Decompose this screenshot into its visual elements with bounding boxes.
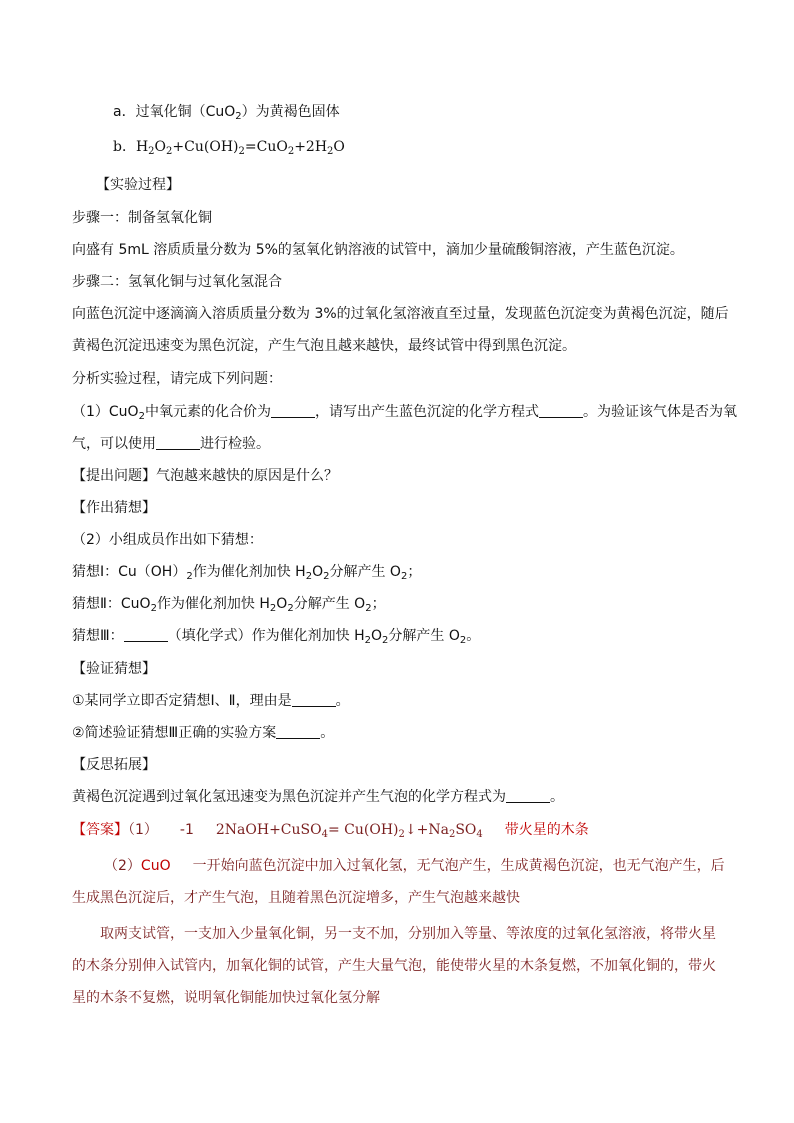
answer-plan-3: 星的木条不复燃，说明氧化铜能加快过氧化氢分解 [72, 990, 380, 1006]
answer-blank[interactable] [506, 788, 550, 803]
answer-blank[interactable] [276, 724, 320, 739]
answer-plan-2: 的木条分别伸入试管内，加氧化铜的试管，产生大量气泡，能使带火星的木条复燃，不加氧化铜的，带火 [72, 958, 716, 974]
reflect-question: 黄褐色沉淀遇到过氧化氢迅速变为黑色沉淀并产生气泡的化学方程式为 。 [72, 789, 564, 805]
answer-label: 【答案】 [72, 822, 128, 838]
step-two-title: 步骤二：氢氧化铜与过氧化氢混合 [72, 274, 282, 290]
analysis-intro: 分析实验过程，请完成下列问题： [72, 371, 282, 387]
answer-blank[interactable] [156, 435, 200, 450]
question-1-line-1: （1）CuO$_2$中氧元素的化合价为 ，请写出产生蓝色沉淀的化学方程式 。为验证该气体是否为氧 [72, 404, 737, 422]
hypothesis-1: 猜想Ⅰ：$Cu(OH)_2$作为催化剂加快 $H_2O_2$分解产生 $O_2$； [72, 564, 422, 582]
reflect-heading: 【反思拓展】 [72, 757, 156, 773]
step-one-title: 步骤一：制备氢氧化铜 [72, 210, 212, 226]
question-1-line-2: 气，可以使用 进行检验。 [72, 436, 270, 452]
answer-line-2: （2）CuO 一开始向蓝色沉淀中加入过氧化氢，无气泡产生，生成黄褐色沉淀，也无气泡产生，后 [104, 858, 725, 874]
hypothesis-2: 猜想Ⅱ：CuO$_2$作为催化剂加快 $H_2O_2$分解产生 $O_2$； [72, 596, 386, 614]
raise-question: 【提出问题】气泡越来越快的原因是什么？ [72, 468, 338, 484]
info-line-a: a．过氧化铜（CuO$_2$）为黄褐色固体 [113, 104, 340, 122]
question-2: （2）小组成员作出如下猜想： [72, 532, 263, 548]
verify-item-2: ②简述验证猜想Ⅲ正确的实验方案 。 [72, 725, 335, 741]
answer-blank[interactable] [292, 692, 336, 707]
step-two-description-1: 向蓝色沉淀中逐滴滴入溶质质量分数为 3%的过氧化氢溶液直至过量，发现蓝色沉淀变为黄褐色沉淀，随后 [72, 306, 729, 322]
answer-line-3: 生成黑色沉淀后，才产生气泡，且随着黑色沉淀增多，产生气泡越来越快 [72, 890, 520, 906]
answer-blank[interactable] [539, 403, 583, 418]
hypothesis-heading: 【作出猜想】 [72, 500, 156, 516]
experiment-process-heading: 【实验过程】 [96, 177, 180, 193]
info-line-b-equation: b．$H_2O_2+Cu(OH)_2=CuO_2+2H_2O$ [113, 139, 345, 157]
verify-heading: 【验证猜想】 [72, 661, 156, 677]
answer-plan-1: 取两支试管，一支加入少量氧化铜，另一支不加，分别加入等量、等浓度的过氧化氢溶液，将带火星 [100, 926, 716, 942]
answer-line-1: 【答案】（1） -1 2NaOH+CuSO$_4$= $Cu(OH)_2↓+Na_2SO_4$ 带火星的木条 [72, 822, 589, 840]
verify-item-1: ①某同学立即否定猜想Ⅰ、Ⅱ，理由是 。 [72, 693, 350, 709]
step-two-description-2: 黄褐色沉淀迅速变为黑色沉淀，产生气泡且越来越快，最终试管中得到黑色沉淀。 [72, 338, 576, 354]
hypothesis-3: 猜想Ⅲ： （填化学式）作为催化剂加快 $H_2O_2$分解产生 $O_2$。 [72, 628, 481, 646]
answer-blank[interactable] [271, 403, 315, 418]
answer-blank[interactable] [124, 627, 168, 642]
step-one-description: 向盛有 5mL 溶质质量分数为 5%的氢氧化钠溶液的试管中，滴加少量硫酸铜溶液，产生蓝色沉淀。 [72, 242, 684, 258]
